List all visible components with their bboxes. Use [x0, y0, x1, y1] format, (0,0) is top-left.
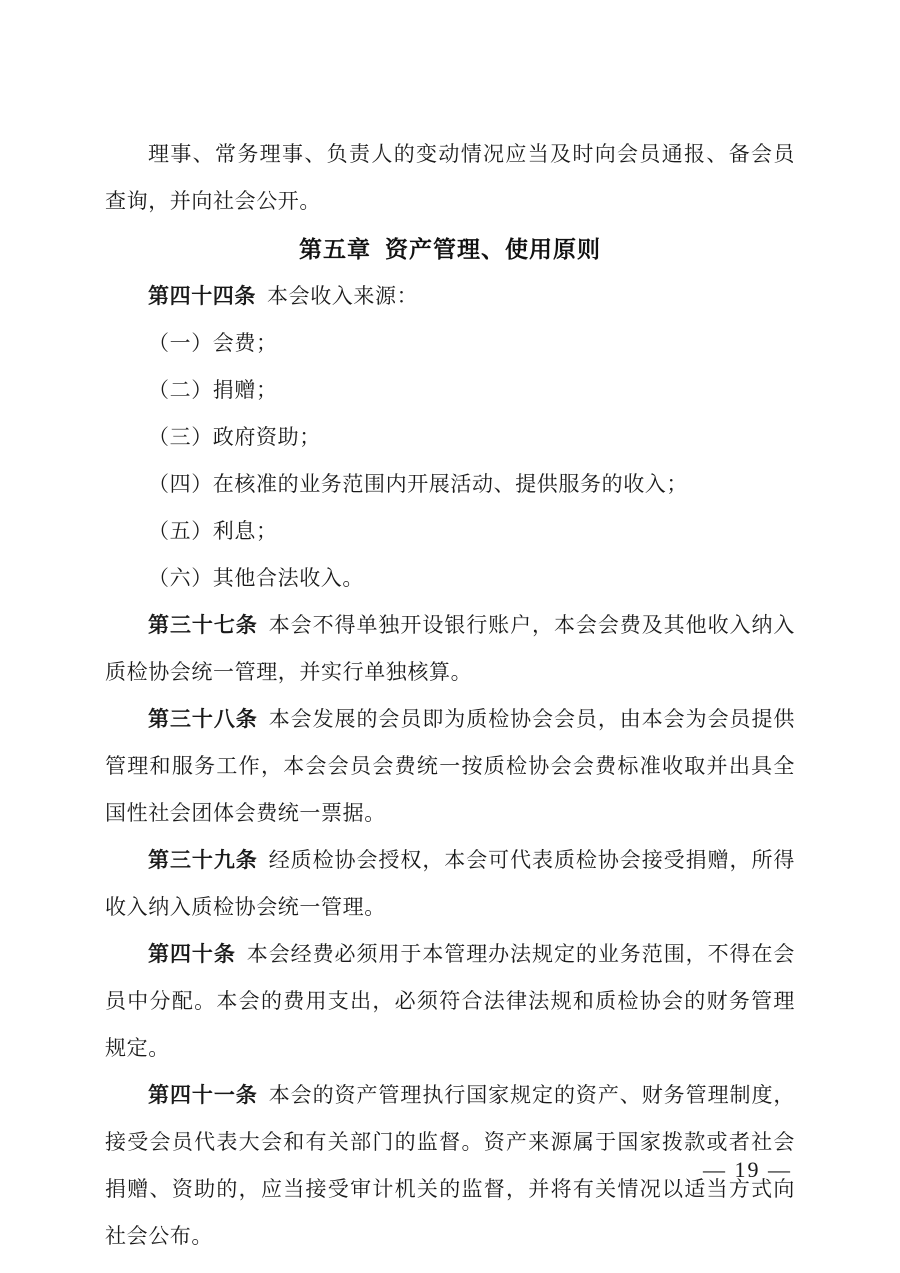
article-38-text: 本会发展的会员即为质检协会会员，由本会为会员提供管理和服务工作，本会会员会费统一按质检协会会费标准收取并出具全国性社会团体会费统一票据。 [105, 707, 795, 825]
page-number: — 19 — [703, 1157, 792, 1182]
chapter-title: 资产管理、使用原则 [385, 236, 601, 262]
article-37-number: 第三十七条 [148, 613, 258, 637]
intro-paragraph: 理事、常务理事、负责人的变动情况应当及时向会员通报、备会员查询，并向社会公开。 [105, 142, 795, 213]
article-44 [105, 273, 795, 320]
article-38-number: 第三十八条 [148, 707, 258, 731]
article-44-number: 第四十四条 [148, 284, 256, 308]
income-source-item: （三）政府资助； [148, 425, 321, 449]
income-source-item: （一）会费； [148, 331, 278, 355]
article-39-text: 经质检协会授权，本会可代表质检协会接受捐赠，所得收入纳入质检协会统一管理。 [105, 848, 795, 919]
article-37 [105, 602, 795, 696]
article-41-number: 第四十一条 [148, 1083, 258, 1107]
article-41-text: 本会的资产管理执行国家规定的资产、财务管理制度，接受会员代表大会和有关部门的监督。资产来源属于国家拨款或者社会捐赠、资助的，应当接受审计机关的监督，并将有关情况以适当方式向社会公布。 [105, 1083, 795, 1248]
document-content [105, 131, 795, 1260]
article-40-text: 本会经费必须用于本管理办法规定的业务范围，不得在会员中分配。本会的费用支出，必须符合法律法规和质检协会的财务管理规定。 [105, 942, 796, 1060]
page-footer [703, 1157, 792, 1183]
article-44-text: 本会收入来源： [267, 284, 419, 308]
article-39 [105, 837, 795, 931]
income-source-item: （五）利息； [148, 519, 278, 543]
income-source-item: （四）在核准的业务范围内开展活动、提供服务的收入； [148, 472, 688, 496]
chapter-label: 第五章 [299, 236, 371, 262]
article-38 [105, 696, 795, 837]
chapter-heading [105, 225, 795, 273]
article-40-number: 第四十条 [148, 942, 236, 966]
article-41 [105, 1072, 795, 1260]
income-source-item: （二）捐赠； [148, 378, 278, 402]
article-40 [105, 931, 795, 1072]
article-39-number: 第三十九条 [148, 848, 258, 872]
income-source-item: （六）其他合法收入。 [148, 566, 364, 590]
article-37-text: 本会不得单独开设银行账户，本会会费及其他收入纳入质检协会统一管理，并实行单独核算。 [105, 613, 795, 684]
